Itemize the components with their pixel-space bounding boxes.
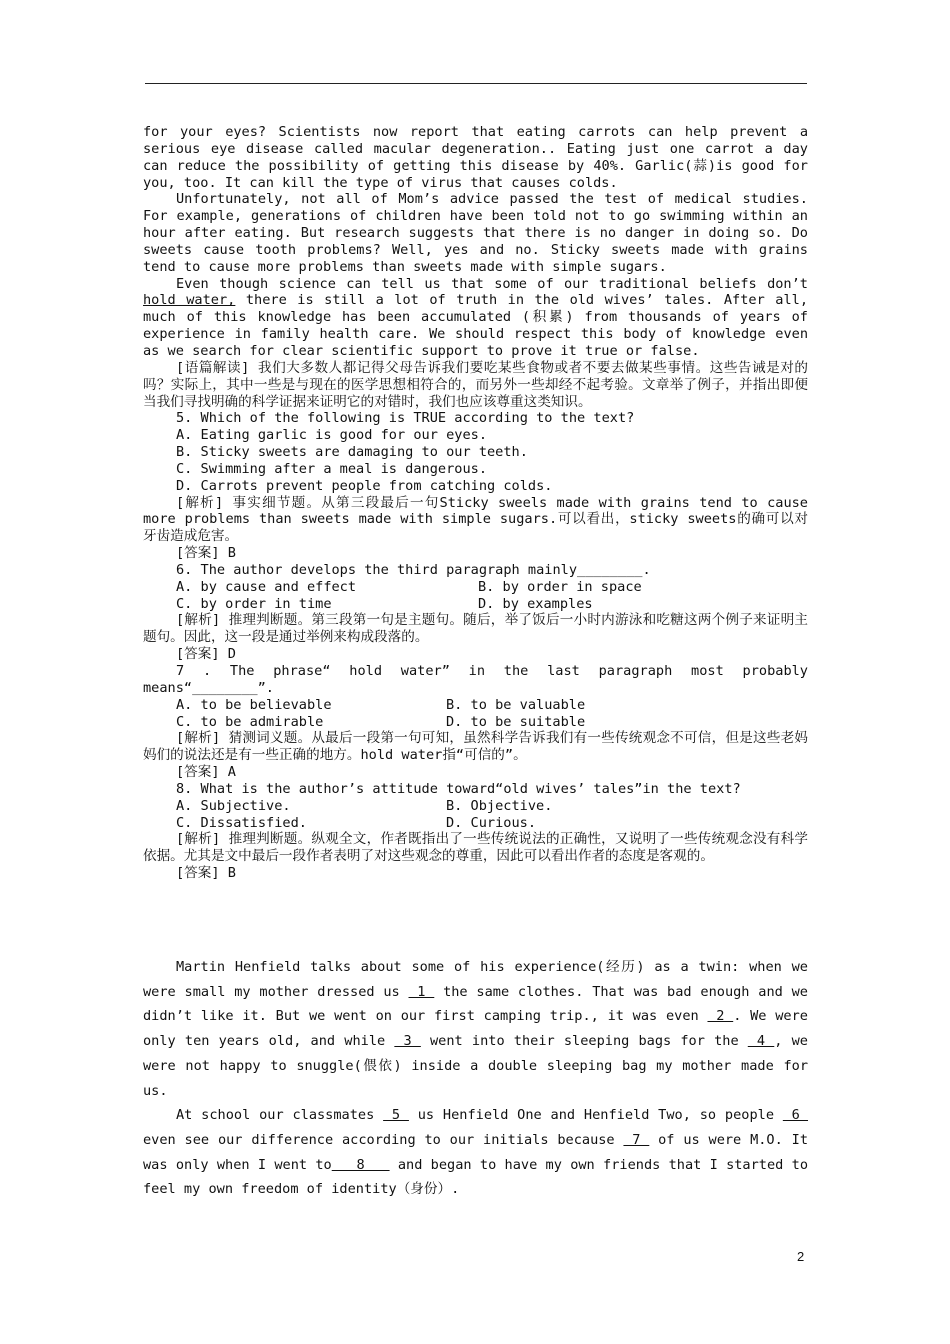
question-analysis: [解析] 推理判断题。第三段第一句是主题句。随后，举了饭后一小时内游泳和吃糖这两个例子来证明主题句。因此，这一段是通过举例来构成段落的。 xyxy=(143,612,808,646)
page-number: 2 xyxy=(797,1249,805,1264)
cloze-blank: 8 xyxy=(331,1156,390,1173)
cloze-text: of us were M.O. It was only when I went to xyxy=(143,1131,808,1173)
underlined-phrase: hold water, xyxy=(143,292,236,309)
cloze-blank: 7 xyxy=(623,1131,650,1148)
cloze-text: . We were only ten years old, and while xyxy=(143,1008,808,1050)
option: A. Subjective. xyxy=(176,797,291,814)
question-answer: [答案] D xyxy=(176,646,236,663)
option-line xyxy=(143,478,808,495)
option-line xyxy=(143,714,808,731)
question-analysis: [解析] 事实细节题。从第三段最后一句Sticky sweels made with grains tend to cause more problems than sweets made with simple sugars.可以看出，sticky sweets的确可以对牙齿造成危害。 xyxy=(143,494,808,545)
cloze-paragraph-2 xyxy=(143,1103,808,1202)
option: A. by cause and effect xyxy=(176,578,357,595)
document-body xyxy=(143,124,808,882)
option: C. to be admirable xyxy=(176,713,324,730)
option-line xyxy=(143,798,808,815)
question-stem: 5. Which of the following is TRUE according to the text? xyxy=(176,410,635,427)
option-line xyxy=(143,461,808,478)
passage-paragraph-3-end: there is still a lot of truth in the old wives’ tales. After all, much of this knowledge has been accumulated (积累) from thousands of years of experience in family health care. We should respect this body of knowledge even as we search for clear scientific support to prove it true or false. xyxy=(143,292,809,359)
option: D. Curious. xyxy=(446,814,537,831)
cloze-text: At school our classmates xyxy=(176,1107,384,1124)
question-analysis: [解析] 推理判断题。纵观全文，作者既指出了一些传统说法的正确性，又说明了一些传统观念没有科学依据。尤其是文中最后一段作者表明了对这些观念的尊重，因此可以看出作者的态度是客观的。 xyxy=(143,831,808,865)
cloze-text: Martin Henfield talks about some of his experience(经历) as a twin: when we were small my mother dressed us xyxy=(143,959,808,1000)
cloze-text: , we were not happy to snuggle(偎依) inside a double sleeping bag my mother made for us. xyxy=(143,1033,808,1099)
cloze-text: and began to have my own friends that I started to feel my own freedom of identity（身份）. xyxy=(143,1156,808,1198)
cloze-blank: 3 xyxy=(394,1033,421,1050)
option-line xyxy=(143,427,808,444)
cloze-blank: 4 xyxy=(747,1033,775,1050)
question-stem: 7 . The phrase“ hold water” in the last paragraph most probably means“________”. xyxy=(143,663,808,696)
cloze-paragraph-1 xyxy=(143,955,808,1103)
option-line xyxy=(143,444,808,461)
question-answer: [答案] A xyxy=(176,764,236,781)
option: D. by examples xyxy=(478,595,593,612)
option: B. Sticky sweets are damaging to our teeth. xyxy=(176,444,528,461)
question-answer: [答案] B xyxy=(176,545,236,562)
header-rule xyxy=(145,83,807,84)
cloze-blank: 1 xyxy=(408,983,435,1000)
option-line xyxy=(143,579,808,596)
cloze-text: the same clothes. That was bad enough and we didn’t like it. But we went on our first camping trip., it was even xyxy=(143,983,808,1025)
option: C. Swimming after a meal is dangerous. xyxy=(176,460,487,477)
option: A. to be believable xyxy=(176,696,332,713)
option: A. Eating garlic is good for our eyes. xyxy=(176,427,487,444)
option: B. to be valuable xyxy=(446,696,586,713)
passage-summary: [语篇解读] 我们大多数人都记得父母告诉我们要吃某些食物或者不要去做某些事情。这些告诫是对的吗？实际上，其中一些是与现在的医学思想相符合的，而另外一些却经不起考验。文章举了例子，并指出即便当我们寻找明确的科学证据来证明它的对错时，我们也应该尊重这类知识。 xyxy=(143,359,808,410)
cloze-blank: 5 xyxy=(383,1107,409,1124)
option-line xyxy=(143,596,808,613)
cloze-text: us Henfield One and Henfield Two, so people xyxy=(408,1107,783,1124)
option: C. by order in time xyxy=(176,595,332,612)
passage-paragraph-1: for your eyes? Scientists now report that eating carrots can help prevent a serious eye disease called macular degeneration.. Eating just one carrot a day can reduce the possibility of getting this disease by 40%. Garlic(蒜)is good for you, too. It can kill the type of virus that causes colds. xyxy=(143,124,808,191)
cloze-passage xyxy=(143,955,808,1202)
option: D. to be suitable xyxy=(446,713,586,730)
option: B. Objective. xyxy=(446,797,553,814)
option-line xyxy=(143,697,808,714)
option: B. by order in space xyxy=(478,578,642,595)
question-stem: 8. What is the author’s attitude toward“old wives’ tales”in the text? xyxy=(176,780,741,797)
question-analysis: [解析] 猜测词义题。从最后一段第一句可知，虽然科学告诉我们有一些传统观念不可信，但是这些老妈妈们的说法还是有一些正确的地方。hold water指“可信的”。 xyxy=(143,730,808,764)
passage-paragraph-3-start: Even though science can tell us that some of our traditional beliefs don’t xyxy=(176,275,808,292)
passage-paragraph-3 xyxy=(143,276,808,360)
cloze-text: even see our difference according to our initials because xyxy=(143,1131,624,1148)
option: D. Carrots prevent people from catching colds. xyxy=(176,477,553,494)
option: C. Dissatisfied. xyxy=(176,814,307,831)
question-stem: 6. The author develops the third paragraph mainly________. xyxy=(176,561,651,578)
cloze-blank: 2 xyxy=(707,1008,734,1025)
cloze-blank: 6 xyxy=(782,1107,809,1124)
option-line xyxy=(143,815,808,832)
question-answer: [答案] B xyxy=(176,865,236,882)
passage-paragraph-2: Unfortunately, not all of Mom’s advice passed the test of medical studies. For example, generations of children have been told not to go swimming within an hour after eating. But research suggests that there is no danger in doing so. Do sweets cause tooth problems? Well, yes and no. Sticky sweets made with grains tend to cause more problems than sweets made with simple sugars. xyxy=(143,191,808,275)
cloze-text: went into their sleeping bags for the xyxy=(420,1033,748,1050)
